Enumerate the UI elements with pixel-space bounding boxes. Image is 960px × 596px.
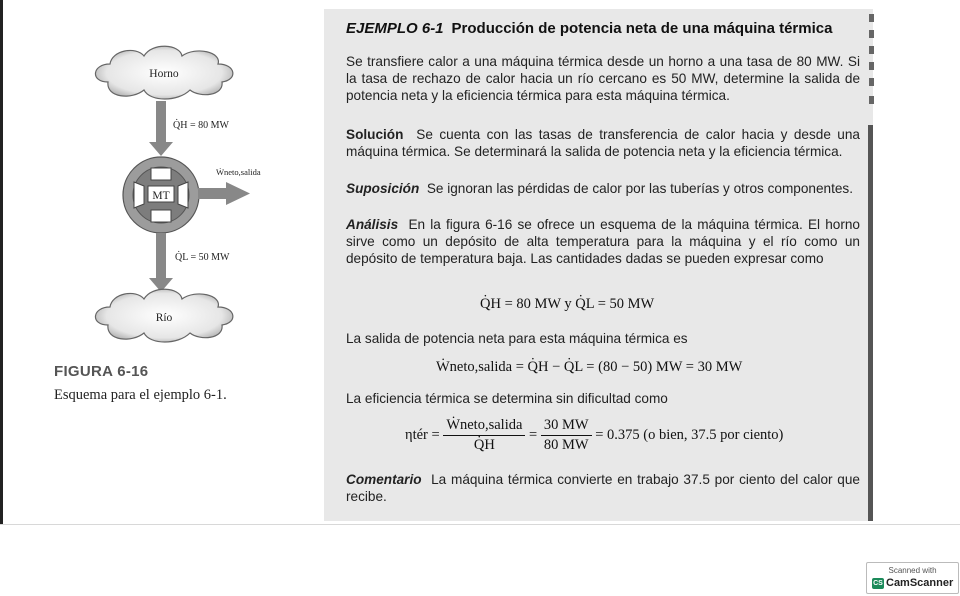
efficiency-rhs: = 0.375 (o bien, 37.5 por ciento) (595, 426, 784, 443)
watermark-line1: Scanned with (888, 566, 937, 575)
fraction-1-denominator: Q̇H (473, 437, 495, 453)
analisis-paragraph (346, 216, 860, 267)
panel-dash (869, 46, 874, 54)
solucion-text: Se cuenta con las tasas de transferencia de calor hacia y desde una máquina térmica. Se determinará la salida de potencia neta y la eficiencia térmica. (346, 127, 860, 159)
heat-out-arrow-icon (149, 233, 173, 292)
panel-dash (869, 96, 874, 104)
panel-dash (869, 78, 874, 86)
engine-label: MT (152, 190, 170, 202)
equation-efficiency: ηtér = $\frac{\text{Ẇneto,salida}}{Q̇H}$ = $\frac{30 MW}{80 MW}$ = 0.375 (o bien, 37.5 por ciento) (405, 417, 784, 453)
heat-out-label: Q̇L = 50 MW (175, 252, 230, 263)
scan-left-edge (0, 0, 3, 525)
efficiency-line: La eficiencia térmica se determina sin dificultad como (346, 391, 668, 406)
scan-bottom-edge (0, 524, 960, 525)
suposicion-text: Se ignoran las pérdidas de calor por las tuberías y otros componentes. (426, 181, 854, 196)
heat-in-label: Q̇H = 80 MW (173, 120, 229, 131)
comentario-paragraph (346, 471, 860, 505)
comentario-text: La máquina térmica convierte en trabajo 37.5 por ciento del calor que recibe. (346, 472, 860, 504)
suposicion-paragraph (346, 180, 860, 197)
example-statement: Se transfiere calor a una máquina térmica desde un horno a una tasa de 80 MW. Si la tasa de rechazo de calor hacia un río cercano es 50 MW, determine la salida de potencia neta y la eficiencia térmica para esta máquina térmica. (346, 54, 860, 103)
panel-dash (869, 62, 874, 70)
example-title: Producción de potencia neta de una máquina térmica (451, 20, 833, 37)
solucion-paragraph (346, 126, 860, 160)
fraction-1-numerator: Ẇneto,salida (443, 417, 525, 436)
panel-side-rule (868, 125, 873, 521)
comentario-label: Comentario (346, 472, 422, 487)
efficiency-lhs: ηtér = (405, 426, 440, 443)
efficiency-fraction-1 (443, 417, 525, 454)
equation-net-power: Ẇneto,salida = Q̇H − Q̇L = (80 − 50) MW = 30 MW (436, 359, 743, 375)
net-power-line: La salida de potencia neta para esta máquina térmica es (346, 331, 688, 346)
panel-dash (869, 30, 874, 38)
fraction-2-numerator: 30 MW (541, 417, 592, 436)
example-number: EJEMPLO 6-1 (346, 20, 444, 37)
figure-caption: Esquema para el ejemplo 6-1. (54, 387, 227, 403)
solucion-label: Solución (346, 127, 404, 142)
camscanner-logo-icon: CS (873, 580, 883, 587)
suposicion-label: Suposición (346, 181, 420, 196)
figure-number: FIGURA 6-16 (54, 363, 149, 380)
watermark-line2: CamScanner (886, 577, 954, 589)
efficiency-fraction-2 (541, 417, 592, 454)
work-out-arrow-icon (198, 182, 250, 205)
panel-dash (869, 14, 874, 22)
example-heading (346, 20, 832, 37)
work-label: Ẇneto,salida (216, 167, 261, 177)
heat-in-arrow-icon (149, 101, 173, 156)
fraction-2-denominator: 80 MW (543, 437, 589, 453)
analisis-text: En la figura 6-16 se ofrece un esquema de la máquina térmica. El horno sirve como un depósito de alta temperatura para la máquina y el río como un depósito de temperatura baja. Las cantidades dadas se pueden expresar como (346, 217, 860, 266)
river-label: Río (155, 312, 173, 324)
equation-given: Q̇H = 80 MW y Q̇L = 50 MW (480, 296, 655, 312)
analisis-label: Análisis (346, 217, 399, 232)
camscanner-watermark (866, 562, 959, 594)
furnace-label: Horno (149, 68, 179, 80)
